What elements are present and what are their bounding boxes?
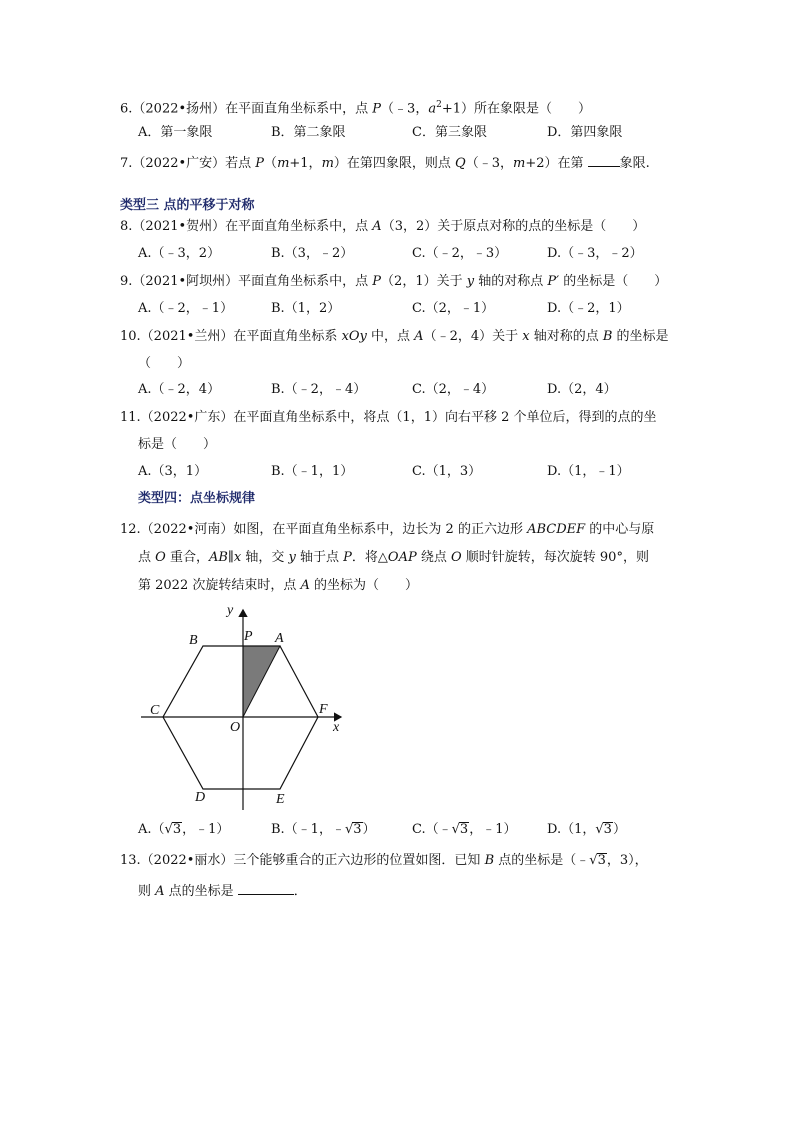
q6-option-d[interactable]: D．第四象限	[547, 125, 623, 140]
q11-option-d[interactable]: D.（1，﹣1）	[547, 464, 630, 479]
label-c: C	[150, 703, 160, 718]
q10-option-c[interactable]: C.（2，﹣4）	[412, 382, 495, 397]
shaded-triangle-oap	[243, 646, 280, 717]
sqrt-icon: √	[451, 822, 460, 837]
label-o: O	[230, 720, 241, 735]
q10-option-b[interactable]: B.（﹣2，﹣4）	[271, 382, 367, 397]
section-heading-type4: 类型四：点坐标规律	[138, 491, 256, 506]
q11-option-b[interactable]: B.（﹣1，1）	[271, 464, 354, 479]
q6-option-a[interactable]: A．第一象限	[138, 125, 213, 140]
hexagon-figure	[135, 600, 355, 820]
sqrt-icon: √	[344, 822, 354, 837]
q12-option-d[interactable]: D.（1，√3）	[547, 822, 626, 837]
q12-option-c[interactable]: C.（﹣√3，﹣1）	[412, 822, 517, 837]
q8-stem: 8.（2021•贺州）在平面直角坐标系中，点 A（3，2）关于原点对称的点的坐标是（ ）	[120, 219, 646, 234]
q8-option-a[interactable]: A.（﹣3，2）	[138, 246, 221, 261]
q9-option-d[interactable]: D.（﹣2，1）	[547, 301, 630, 316]
q12-stem-line3: 第 2022 次旋转结束时，点 A 的坐标为（ ）	[138, 578, 419, 593]
q13-stem-line2: 则 A 点的坐标是 ．	[138, 880, 307, 901]
q9-option-b[interactable]: B.（1，2）	[271, 301, 341, 316]
label-y: y	[227, 603, 234, 618]
q13-answer-blank[interactable]	[238, 880, 294, 895]
q8-option-b[interactable]: B.（3，﹣2）	[271, 246, 354, 261]
q11-stem-line2: 标是（ ）	[138, 437, 217, 452]
q9-option-c[interactable]: C.（2，﹣1）	[412, 301, 495, 316]
section-heading-type3: 类型三 点的平移于对称	[120, 198, 255, 213]
q12-stem: 12.（2022•河南）如图，在平面直角坐标系中，边长为 2 的正六边形 ABCDEF 的中心与原	[120, 522, 655, 537]
label-p: P	[244, 629, 253, 644]
q7-stem: 7.（2022•广安）若点 P（m+1，m）在第四象限，则点 Q（﹣3，m+2）在第 象限.	[120, 152, 650, 173]
label-a: A	[275, 631, 284, 646]
q12-stem-line2: 点 O 重合，AB∥x 轴，交 y 轴于点 P．将△OAP 绕点 O 顺时针旋转，每次旋转 90°，则	[138, 550, 649, 565]
q9-stem: 9.（2021•阿坝州）平面直角坐标系中，点 P（2，1）关于 y 轴的对称点 P′ 的坐标是（ ）	[120, 274, 668, 289]
q10-option-a[interactable]: A.（﹣2，4）	[138, 382, 221, 397]
q11-option-a[interactable]: A.（3，1）	[138, 464, 208, 479]
q6-option-b[interactable]: B．第二象限	[271, 125, 346, 140]
q6-option-c[interactable]: C．第三象限	[412, 125, 487, 140]
label-e: E	[276, 792, 285, 807]
q8-option-d[interactable]: D.（﹣3，﹣2）	[547, 246, 643, 261]
q11-stem: 11.（2022•广东）在平面直角坐标系中，将点（1，1）向右平移 2 个单位后，得到的点的坐	[120, 410, 657, 425]
sqrt-icon: √	[164, 822, 173, 837]
q8-option-c[interactable]: C.（﹣2，﹣3）	[412, 246, 508, 261]
q9-option-a[interactable]: A.（﹣2，﹣1）	[138, 301, 234, 316]
q6-stem: 6.（2022•扬州）在平面直角坐标系中，点 P（﹣3，$a^2+1$）所在象限是（ ）	[120, 100, 591, 117]
q10-option-d[interactable]: D.（2，4）	[547, 382, 617, 397]
q12-option-b[interactable]: B.（﹣1，﹣√3）	[271, 822, 376, 837]
sqrt-icon: √	[589, 853, 598, 868]
q12-option-a[interactable]: A.（√3，﹣1）	[138, 822, 230, 837]
sqrt-icon: √	[595, 822, 604, 837]
q10-stem: 10.（2021•兰州）在平面直角坐标系 xOy 中，点 A（﹣2，4）关于 x 轴对称的点 B 的坐标是	[120, 329, 669, 344]
label-d: D	[195, 790, 206, 805]
q13-stem: 13.（2022•丽水）三个能够重合的正六边形的位置如图．已知 B 点的坐标是（﹣√3，3），	[120, 853, 648, 868]
label-f: F	[319, 702, 328, 717]
label-b: B	[189, 633, 198, 648]
q10-stem-line2: （ ）	[138, 356, 191, 371]
q11-option-c[interactable]: C.（1，3）	[412, 464, 482, 479]
q7-answer-blank[interactable]	[588, 152, 620, 167]
label-x: x	[333, 720, 340, 735]
